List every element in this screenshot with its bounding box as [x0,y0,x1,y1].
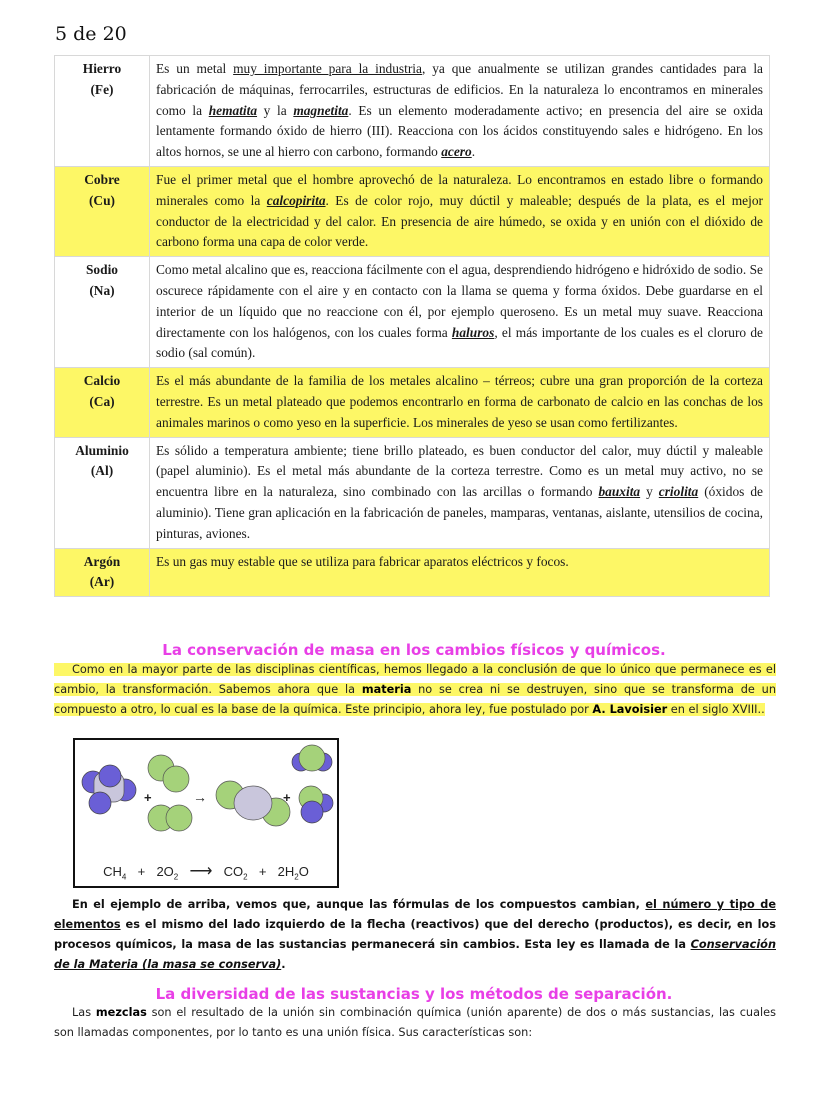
product-carbon-dioxide: CO [223,864,244,880]
element-name: Aluminio [75,442,129,458]
reactant-methane: CH [103,864,122,880]
text-run: Es un metal [156,61,234,76]
element-description [150,166,770,256]
carbon-dioxide-molecule-icon [216,781,290,826]
text-run: , ya que anualmente se utilizan grandes cantidades para la fabricación de máquinas, ferrocarriles, estructuras de edificios. En la naturaleza lo encontramos en minerales como la [156,61,763,118]
conservation-intro-paragraph [54,660,776,720]
text-run: en el siglo XVIII.. [667,703,765,716]
element-name-cell [55,548,150,597]
subscript: 2 [173,873,179,882]
element-symbol: (Fe) [90,81,114,97]
element-description [150,56,770,167]
element-row-calcio [55,368,770,437]
text-run: y [640,484,659,500]
element-name: Sodio [85,262,118,278]
element-name-cell [55,166,150,256]
bold-term: A. Lavoisier [592,703,668,716]
element-name-cell [55,437,150,548]
text-run: Es un gas muy estable que se utiliza para fabricar aparatos eléctricos y focos. [156,553,569,569]
text-run: son el resultado de la unión sin combinación química (unión aparente) de dos o más sustancias, las cuales son llamadas componentes, por lo tanto es una unión física. Sus características son: [54,1006,776,1039]
bold-term: materia [361,683,412,696]
underlined-phrase: el número y tipo de elementos [54,898,776,931]
conservation-intro-text [54,663,776,716]
element-name: Hierro [82,61,122,76]
chemical-equation [75,861,337,882]
element-symbol: (Na) [89,282,115,298]
element-name: Argón [83,553,121,569]
element-description [150,368,770,437]
text-run: no se crea ni se destruyen, sino que se transforma de un compuesto a otro, lo cual es la base de la química. Este principio, ahora ley, fue postulado por [54,683,776,716]
subscript: 2 [294,873,299,882]
text-run: . Es un elemento moderadamente activo; en presencia del aire se oxida lentamente formando óxido de hierro (III). Reacciona con los ácidos constituyendo sales e hidrógeno. En los altos hornos, se une al hierro con carbono, formando [156,102,764,160]
text-run: Las [72,1006,96,1019]
subscript: 4 [121,873,127,882]
element-description [150,548,770,597]
section-title-conservation: La conservación de masa en los cambios físicos y químicos. [162,641,666,659]
long-arrow-icon: ⟶ [189,863,213,881]
element-row-hierro [55,56,770,167]
text-run: Fue el primer metal que el hombre aprovechó de la naturaleza. Lo encontramos en estado libre o formando minerales como la [156,171,763,208]
element-symbol: (Ar) [89,574,115,590]
text-run: (óxidos de aluminio). Tiene gran aplicación en la fabricación de paneles, mamparas, ventanas, aislante, utensilios de cocina, pinturas, aviones. [156,484,763,541]
product-water: 2H [277,864,295,880]
element-name-cell [55,56,150,167]
element-name: Calcio [83,373,121,389]
text-run: es el mismo del lado izquierdo de la flecha (reactivos) que del derecho (productos), es decir, en los procesos químicos, la masa de las sustancias permanecerá sin cambios. Esta ley es llamada de la [54,918,776,951]
oxygen-molecule-icon [148,755,189,792]
plus-sign: + [144,790,152,805]
reactant-oxygen: 2O [156,864,174,880]
element-description [150,437,770,548]
element-name-cell [55,368,150,437]
element-row-argón [55,548,770,597]
text-run: Es sólido a temperatura ambiente; tiene brillo plateado, es buen conductor del calor, muy dúctil y maleable (papel aluminio). Es el metal más abundante de la corteza terrestre. Como es un metal muy activo, no se encuentra libre en la naturaleza, sino combinado con las arcillas o formando [156,442,763,500]
text-run: y la [257,102,294,118]
water-molecule-icon [299,786,333,823]
element-name-cell [55,257,150,368]
element-name: Cobre [84,171,120,187]
mineral-term: bauxita [598,484,641,500]
text-run: . [281,958,286,971]
mineral-term: haluros [451,324,495,340]
text-run: . [471,144,476,160]
element-symbol: (Al) [90,463,114,479]
element-symbol: (Cu) [88,192,116,208]
text-run: En el ejemplo de arriba, vemos que, aunque las fórmulas de los compuestos cambian, [72,898,646,911]
section-title-diversity: La diversidad de las sustancias y los métodos de separación. [155,985,673,1003]
methane-combustion-figure [73,738,339,888]
text-run: Como metal alcalino que es, reacciona fácilmente con el agua, desprendiendo hidrógeno e hidróxido de sodio. Se oscurece rápidamente con el aire y en contacto con la llama se quema y forma óxidos. Debe guardarse en el interior de un líquido que no reaccione con él, por ejemplo queroseno. Es un metal muy suave. Reacciona directamente con los halógenos, con los cuales forma [156,262,763,340]
plus-sign: + [283,790,291,805]
elements-table [54,55,770,597]
element-description [150,257,770,368]
mineral-term: acero [441,144,472,160]
water-molecule-icon [292,745,332,771]
conservation-explanation-paragraph [54,895,776,975]
element-row-cobre [55,166,770,256]
text-run: Como en la mayor parte de las disciplinas científicas, hemos llegado a la conclusión de que lo único que permanece es el cambio, la transformación. Sabemos ahora que la [54,663,776,696]
law-name: Conservación de la Materia (la masa se conserva) [54,938,776,971]
element-symbol: (Ca) [89,393,115,409]
mineral-term: criolita [658,484,699,500]
product-water-o: O [298,864,309,880]
text-run: . Es de color rojo, muy dúctil y maleable; después de la plata, es el mejor conductor de la electricidad y del calor. En presencia de aire húmedo, se oxida y en unión con el dióxido de carbono forma una capa de color verde. [156,192,763,250]
diversity-intro-paragraph [54,1003,776,1043]
page-indicator: 5 de 20 [55,23,127,45]
mineral-term: calcopirita [266,192,326,208]
text-run: Es el más abundante de la familia de los metales alcalino – térreos; cubre una gran proporción de la corteza terrestre. Es un metal plateado que podemos encontrarlo en forma de carbonato de calcio en las conchas de los animales marinos o como yeso en la superficie. Los minerales de yeso se usan como fertilizantes. [156,373,763,430]
subscript: 2 [243,873,248,882]
element-row-sodio [55,257,770,368]
underlined-phrase: muy importante para la industria [233,61,422,76]
methane-molecule-icon [82,765,136,814]
text-run: , el más importante de los cuales es el cloruro de sodio (sal común). [156,324,763,361]
element-row-aluminio [55,437,770,548]
plus-sign: + [137,864,146,880]
plus-sign: + [258,864,267,880]
mineral-term: magnetita [293,102,349,118]
oxygen-molecule-icon [148,805,192,831]
mineral-term: hematita [208,102,258,118]
reaction-arrow: → [193,789,207,805]
bold-term: mezclas [95,1006,147,1019]
